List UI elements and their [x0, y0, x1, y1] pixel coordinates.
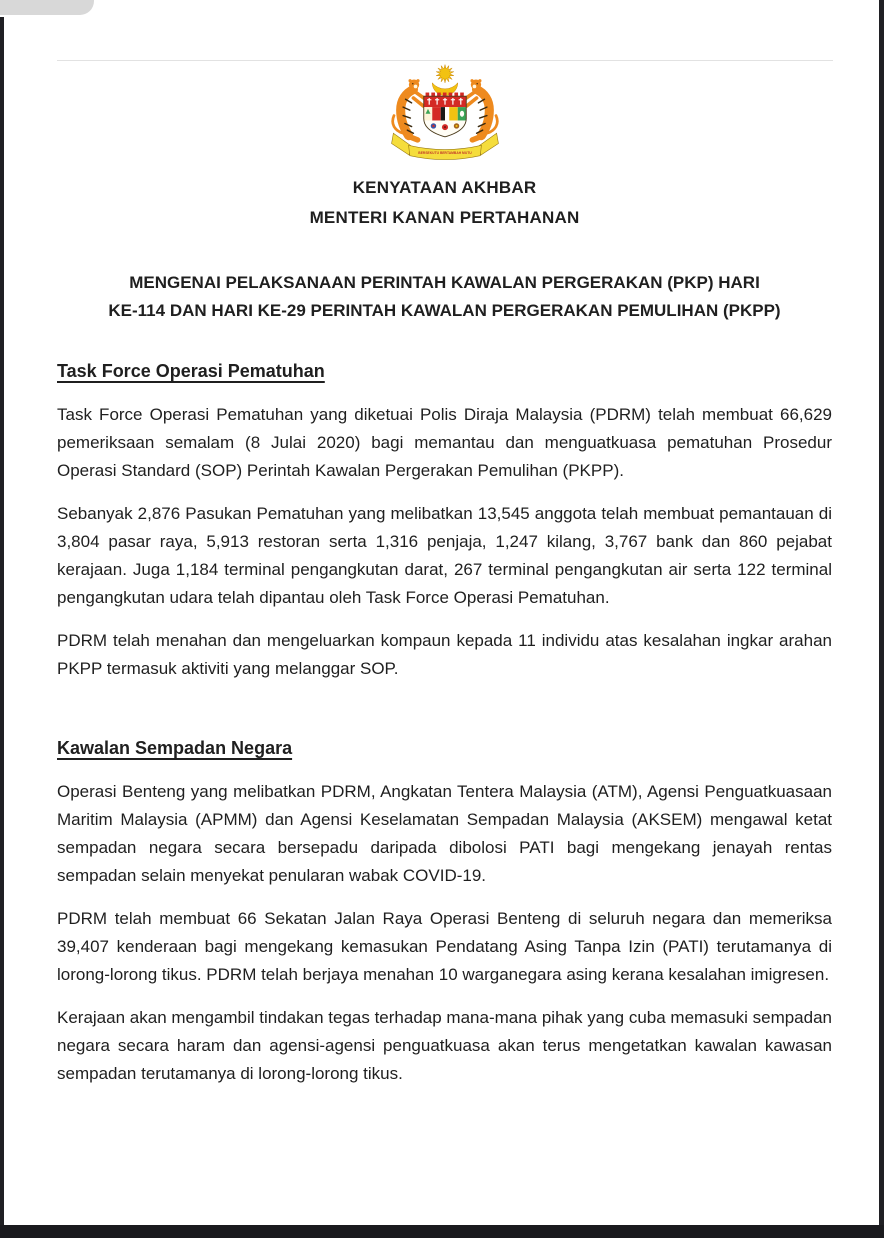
paragraph: Operasi Benteng yang melibatkan PDRM, Angkatan Tentera Malaysia (ATM), Agensi Penguatkuasaan Maritim Malaysia (APMM) dan Agensi Keselamatan Sempadan Malaysia (AKSEM) mengawal ketat sempadan negara secara bersepadu daripada dibolosi PATI bagi mengekang jenayah rentas sempadan selain menyekat penularan wabak COVID-19.: [57, 782, 832, 885]
paragraph: Task Force Operasi Pematuhan yang diketuai Polis Diraja Malaysia (PDRM) telah membuat 66,629 pemeriksaan semalam (8 Julai 2020) bagi memantau dan menguatkuasa pematuhan Prosedur Operasi Standard (SOP) Perintah Kawalan Pergerakan Pemulihan (PKPP).: [57, 405, 832, 480]
paragraph: Sebanyak 2,876 Pasukan Pematuhan yang melibatkan 13,545 anggota telah membuat pemantauan di 3,804 pasar raya, 5,913 restoran serta 1,316 penjaja, 1,247 kilang, 3,767 bank dan 860 pejabat kerajaan. Juga 1,184 terminal pengangkutan darat, 267 terminal pengangkutan air serta 122 terminal pengangkutan udara telah dipantau oleh Task Force Operasi Pematuhan.: [57, 504, 832, 607]
sun-and-crescent-icon: [432, 65, 458, 96]
shield: [423, 93, 466, 137]
document-title: [57, 269, 832, 325]
document-title-line1: MENGENAI PELAKSANAAN PERINTAH KAWALAN PERGERAKAN (PKP) HARI: [129, 273, 760, 292]
paragraph: PDRM telah menahan dan mengeluarkan kompaun kepada 11 individu atas kesalahan ingkar arahan PKPP termasuk aktiviti yang melanggar SOP.: [57, 631, 832, 678]
paragraph: Kerajaan akan mengambil tindakan tegas terhadap mana-mana pihak yang cuba memasuki sempadan negara secara haram dan agensi-agensi penguatkuasa akan terus mengetatkan kawalan kawasan sempadan terutamanya di lorong-lorong tikus.: [57, 1008, 832, 1083]
section-heading-border-control: Kawalan Sempadan Negara: [57, 738, 293, 758]
paragraph: PDRM telah membuat 66 Sekatan Jalan Raya Operasi Benteng di seluruh negara dan memeriksa 39,407 kenderaan bagi mengekang kemasukan Pendatang Asing Tanpa Izin (PATI) terutamanya di lorong-lorong tikus. PDRM telah berjaya menahan 10 warganegara asing kerana kesalahan imigresen.: [57, 909, 832, 984]
emblem-motto-text: BERSEKUTU BERTAMBAH MUTU: [417, 150, 472, 155]
document-header: [57, 0, 832, 233]
scan-edge-bottom: [0, 1225, 884, 1238]
section-task-force: [57, 358, 832, 683]
section-heading-task-force: Task Force Operasi Pematuhan: [57, 361, 325, 381]
malaysia-coat-of-arms: [381, 64, 509, 166]
press-statement-label: KENYATAAN AKHBAR: [352, 178, 537, 197]
section-border-control: [57, 735, 832, 1088]
document-title-line2: KE-114 DAN HARI KE-29 PERINTAH KAWALAN PERGERAKAN PEMULIHAN (PKPP): [108, 301, 781, 320]
ministry-label: MENTERI KANAN PERTAHANAN: [309, 208, 580, 227]
right-tiger: [466, 79, 497, 140]
left-tiger: [392, 79, 423, 140]
